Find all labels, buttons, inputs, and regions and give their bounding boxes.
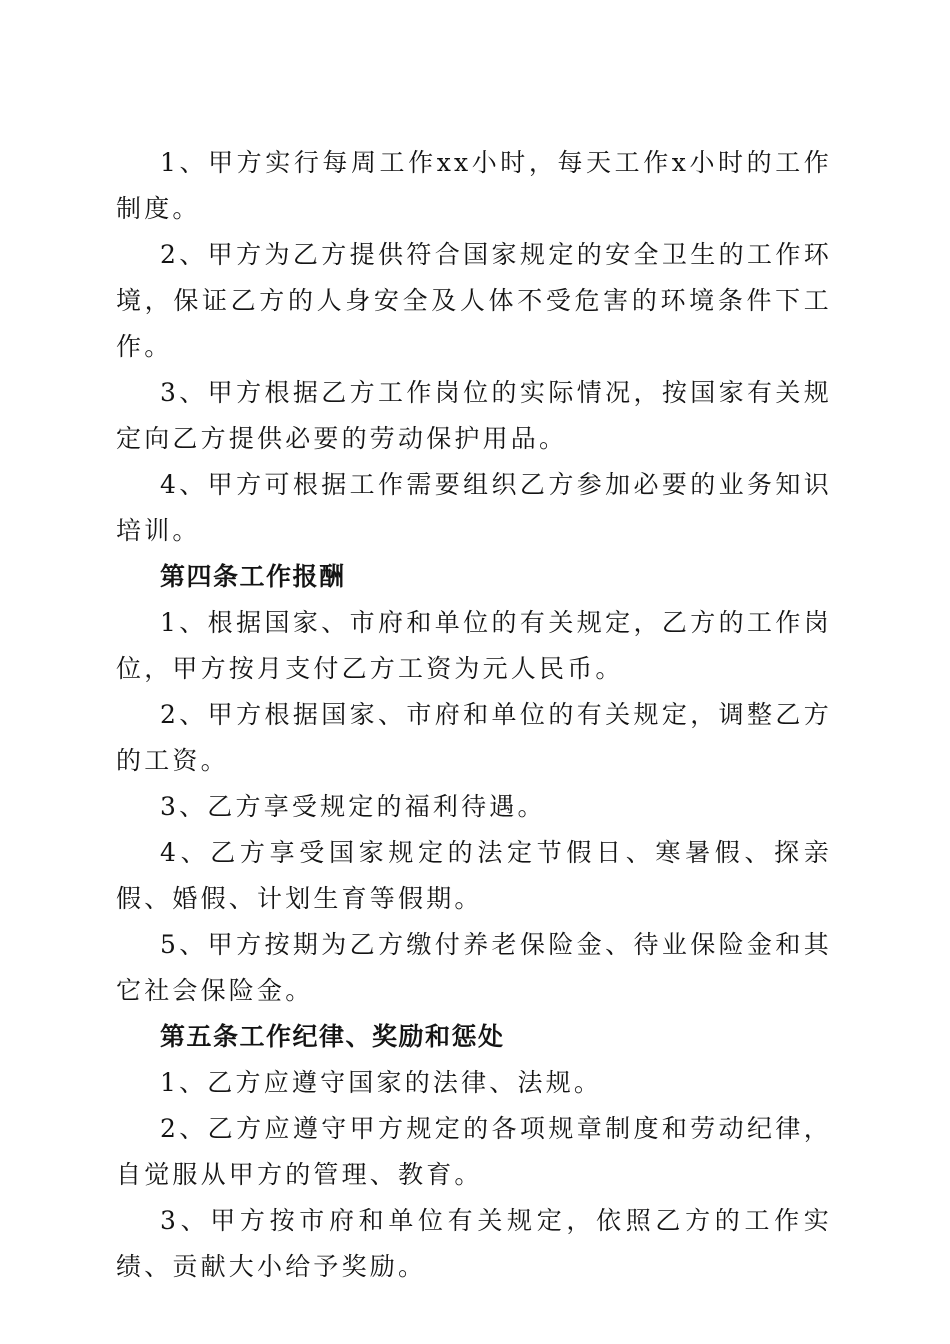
- paragraph-3-1: 1、甲方实行每周工作xx小时，每天工作x小时的工作制度。: [116, 148, 832, 223]
- paragraph-5-3: 3、甲方按市府和单位有关规定，依照乙方的工作实绩、贡献大小给予奖励。: [116, 1206, 832, 1281]
- paragraph-4-1: 1、根据国家、市府和单位的有关规定，乙方的工作岗位，甲方按月支付乙方工资为元人民币。: [116, 608, 832, 683]
- paragraph-4-3: 3、乙方享受规定的福利待遇。: [160, 792, 546, 821]
- paragraph-5-1: 1、乙方应遵守国家的法律、法规。: [160, 1068, 603, 1097]
- section-heading-4: 第四条工作报酬: [160, 562, 346, 591]
- document-body: [116, 140, 832, 1290]
- paragraph-4-5: 5、甲方按期为乙方缴付养老保险金、待业保险金和其它社会保险金。: [116, 930, 832, 1005]
- paragraph-4-2: 2、甲方根据国家、市府和单位的有关规定，调整乙方的工资。: [116, 700, 832, 775]
- paragraph-5-2: 2、乙方应遵守甲方规定的各项规章制度和劳动纪律，自觉服从甲方的管理、教育。: [116, 1114, 832, 1189]
- section-heading-5: 第五条工作纪律、奖励和惩处: [160, 1022, 505, 1051]
- paragraph-4-4: 4、乙方享受国家规定的法定节假日、寒暑假、探亲假、婚假、计划生育等假期。: [116, 838, 832, 913]
- paragraph-3-3: 3、甲方根据乙方工作岗位的实际情况，按国家有关规定向乙方提供必要的劳动保护用品。: [116, 378, 832, 453]
- paragraph-3-4: 4、甲方可根据工作需要组织乙方参加必要的业务知识培训。: [116, 470, 832, 545]
- paragraph-3-2: 2、甲方为乙方提供符合国家规定的安全卫生的工作环境，保证乙方的人身安全及人体不受危害的环境条件下工作。: [116, 240, 832, 361]
